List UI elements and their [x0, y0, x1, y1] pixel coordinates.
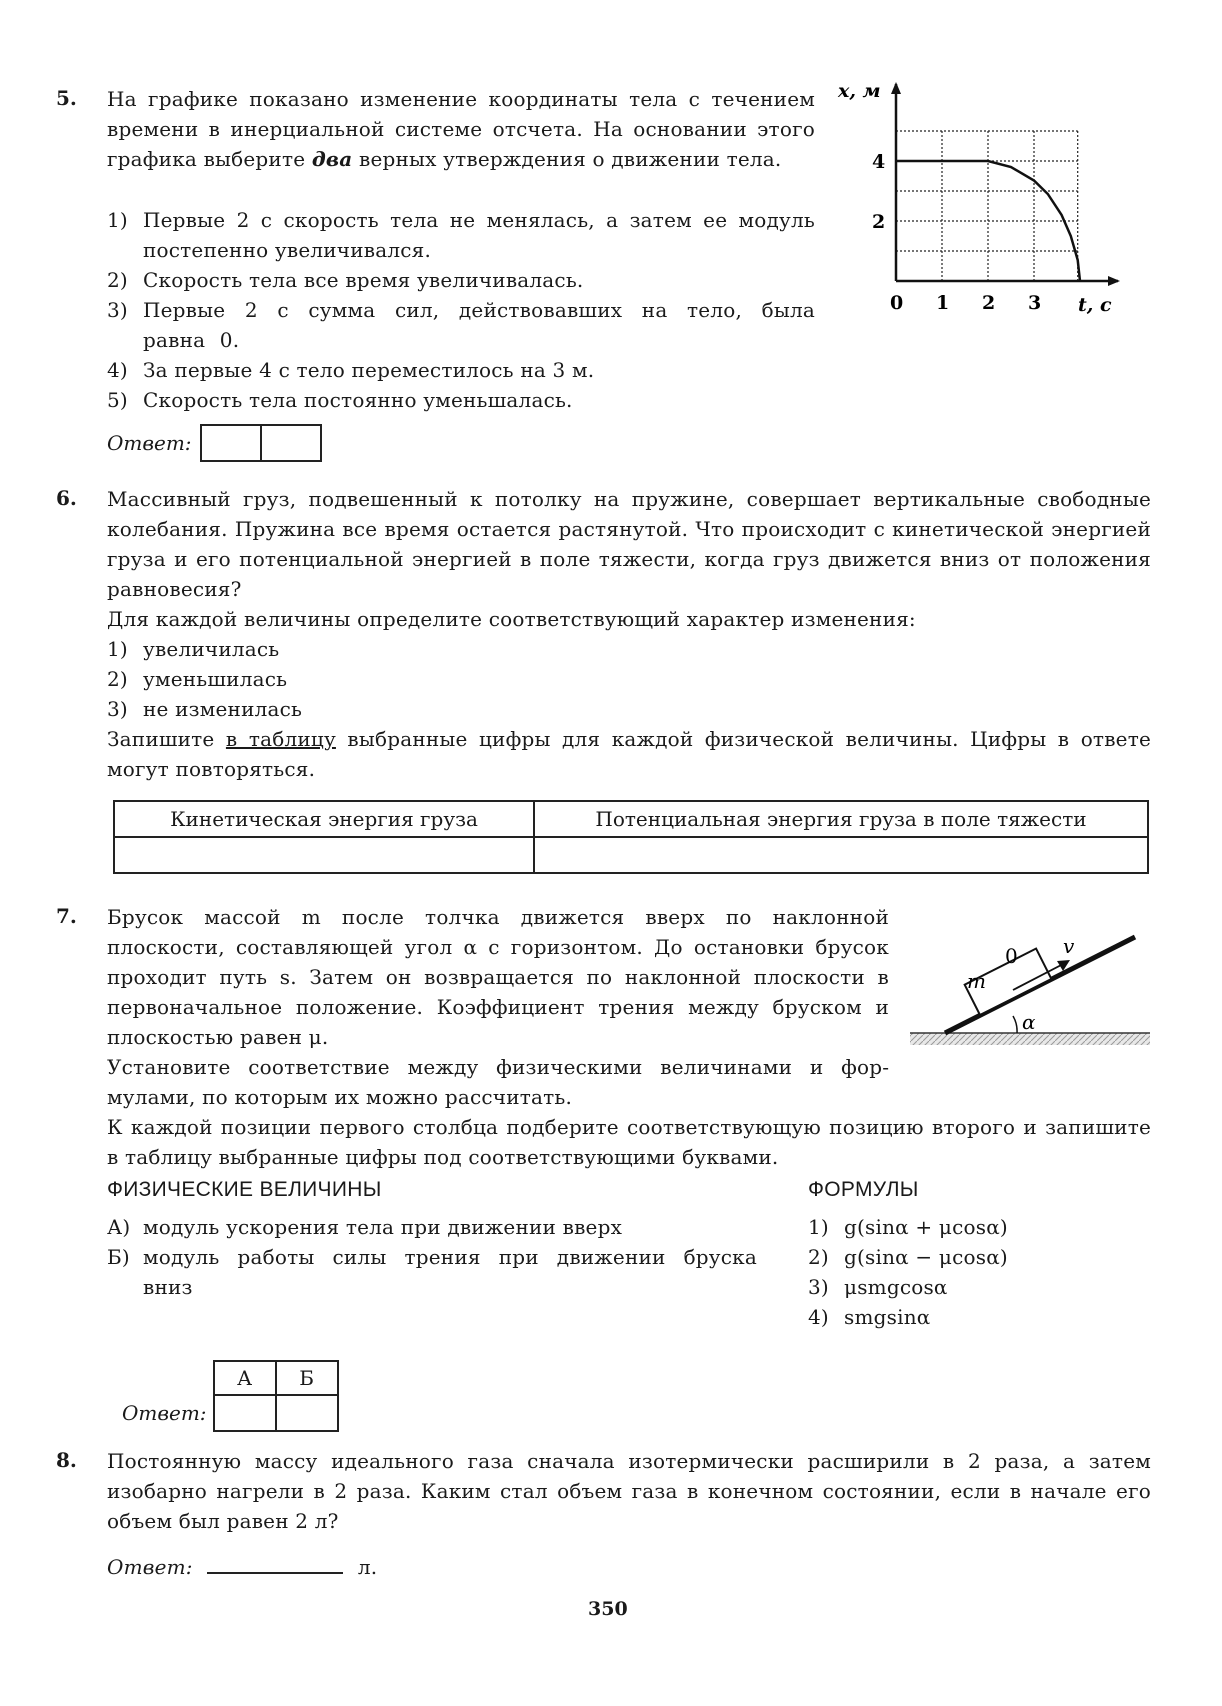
q7-answer-table — [213, 1360, 339, 1432]
formula-number: 3) — [808, 1275, 829, 1299]
q5-answer — [107, 424, 322, 462]
table-header-potential: Потенциальная энергия груза в поле тяжести — [534, 801, 1148, 837]
q8-answer-field[interactable] — [207, 1550, 343, 1574]
option-text: не изменилась — [143, 697, 303, 721]
option-number: 2) — [107, 268, 128, 292]
q7-formulas — [808, 1212, 1148, 1332]
incline-figure — [905, 915, 1155, 1050]
answer-cell-kinetic[interactable] — [114, 837, 534, 873]
q5-options — [107, 205, 815, 415]
x-tick-label: 0 — [890, 292, 904, 314]
formula-number: 2) — [808, 1245, 829, 1269]
answer-cell-potential[interactable] — [534, 837, 1148, 873]
option-number: 3) — [107, 298, 128, 322]
formula-item — [808, 1242, 1148, 1272]
q5-option — [107, 355, 815, 385]
q8-text: Постоянную массу идеального газа сначала изотермически расширили в 2 раза, а затем изобарно нагрели в 2 раза. Каким стал объем газа в конечном состоянии, если в начале его объем был равен 2 л? — [107, 1449, 1151, 1533]
write-post: выбранные цифры для каждой физической величины. Цифры в ответе могут повторяться. — [107, 727, 1151, 781]
quantities-heading: ФИЗИЧЕСКИЕ ВЕЛИЧИНЫ — [107, 1178, 382, 1201]
formula-number: 1) — [808, 1215, 829, 1239]
option-number: 4) — [107, 358, 128, 382]
chart-grid — [896, 131, 1078, 281]
option-number: 3) — [107, 697, 128, 721]
q6-option — [107, 694, 707, 724]
q5-text — [107, 84, 815, 174]
q5-option — [107, 205, 815, 265]
q5-answer-boxes[interactable] — [200, 424, 322, 462]
q5-option — [107, 265, 815, 295]
q5-text-post: верных утверждения о движении тела. — [352, 147, 782, 171]
option-number: 2) — [107, 667, 128, 691]
answer-column-a: А — [214, 1361, 276, 1395]
answer-cell-2[interactable] — [262, 426, 320, 460]
quantity-text: модуль работы силы трения при движении бруска вниз — [143, 1245, 757, 1299]
q6-options — [107, 634, 707, 724]
chart-ticks — [872, 151, 1041, 314]
q6-write-instruction — [107, 724, 1151, 784]
answer-cell-b[interactable] — [276, 1395, 338, 1431]
q5-option — [107, 295, 815, 355]
q5-number: 5. — [56, 86, 77, 110]
q6-instruction: Для каждой величины определите соответствующий характер изменения: — [107, 607, 916, 631]
q5-option — [107, 385, 815, 415]
q6-text: Массивный груз, подвешенный к потолку на пружине, совершает вертикальные свободные колебания. Пружина все время остается растянутой. Что происходит с кинетической энергией груза и его потенциальной энергией в поле тяжести, когда груз движется вниз от положения равновесия? — [107, 487, 1151, 601]
q7-text: Брусок массой m после толчка движется вверх по наклонной плоскости, составляющей угол α с горизонтом. До остановки брусок проходит путь s. Затем он возвращается по наклонной плоскости в первоначальное положение. Коэффициент трения между бруском и плоскостью равен μ. — [107, 905, 889, 1049]
q8-unit: л. — [357, 1555, 378, 1579]
write-underlined: в таблицу — [225, 727, 336, 751]
option-text: За первые 4 с тело переместилось на 3 м. — [143, 358, 595, 382]
mass-label: m — [967, 969, 986, 993]
answer-label: Ответ: — [122, 1401, 207, 1425]
q6-option — [107, 634, 707, 664]
y-axis-label: x, м — [838, 80, 881, 102]
answer-column-b: Б — [276, 1361, 338, 1395]
table-header-kinetic: Кинетическая энергия груза — [114, 801, 534, 837]
q6-option — [107, 664, 707, 694]
q6-answer-table — [113, 800, 1149, 874]
write-pre: Запишите — [107, 727, 226, 751]
y-tick-label: 4 — [872, 151, 886, 173]
formulas-heading: ФОРМУЛЫ — [808, 1178, 919, 1201]
formula-item — [808, 1212, 1148, 1242]
formula-text: g(sinα + μcosα) — [844, 1215, 1008, 1239]
answer-cell-a[interactable] — [214, 1395, 276, 1431]
page-number: 350 — [588, 1598, 628, 1620]
q7-number: 7. — [56, 904, 77, 928]
formula-text: smgsinα — [844, 1305, 931, 1329]
option-text: увеличилась — [143, 637, 280, 661]
quantity-item — [107, 1212, 757, 1242]
q8-number: 8. — [56, 1448, 77, 1472]
quantity-item — [107, 1242, 757, 1302]
q8-answer — [107, 1550, 377, 1582]
option-text: Скорость тела все время увеличивалась. — [143, 268, 584, 292]
x-tick-label: 3 — [1028, 292, 1042, 314]
x-t-chart — [820, 80, 1140, 320]
answer-label: Ответ: — [107, 1555, 193, 1579]
quantity-text: модуль ускорения тела при движении вверх — [143, 1215, 623, 1239]
q7-quantities — [107, 1212, 757, 1302]
option-number: 1) — [107, 208, 128, 232]
option-text: Скорость тела постоянно уменьшалась. — [143, 388, 573, 412]
zero-label: 0 — [1005, 944, 1018, 968]
option-text: уменьшилась — [143, 667, 288, 691]
formula-item — [808, 1272, 1148, 1302]
q7-instruction: К каждой позиции первого столбца подберите соответствующую позицию второго и запишите в таблицу выбранные цифры под соответствующими буквами. — [107, 1115, 1151, 1169]
answer-label: Ответ: — [107, 431, 192, 455]
y-tick-label: 2 — [872, 211, 886, 233]
angle-label: α — [1022, 1010, 1036, 1034]
formula-number: 4) — [808, 1305, 829, 1329]
q6-number: 6. — [56, 486, 77, 510]
q5-text-emphasis: два — [311, 147, 353, 171]
option-number: 5) — [107, 388, 128, 412]
formula-item — [808, 1302, 1148, 1332]
option-text: Первые 2 с скорость тела не менялась, а затем ее модуль постепенно увеличивался. — [143, 208, 815, 262]
option-number: 1) — [107, 637, 128, 661]
formula-text: g(sinα − μcosα) — [844, 1245, 1008, 1269]
x-tick-label: 1 — [936, 292, 950, 314]
formula-text: μsmgcosα — [844, 1275, 948, 1299]
q7-match-text: Установите соответствие между физическими величинами и формулами, по которым их можно рассчитать. — [107, 1055, 889, 1109]
q7-answer — [122, 1360, 339, 1432]
x-axis-label: t, с — [1078, 294, 1112, 316]
answer-cell-1[interactable] — [202, 426, 262, 460]
angle-arc-icon — [1013, 1016, 1017, 1033]
q5-text-pre: На графике показано изменение координаты тела с течением времени в инерциальной системе отсчета. На основании этого графика выберите — [107, 87, 815, 171]
velocity-label: v — [1063, 934, 1075, 958]
quantity-letter: Б) — [107, 1245, 130, 1269]
quantity-letter: А) — [107, 1215, 131, 1239]
x-tick-label: 2 — [982, 292, 996, 314]
option-text: Первые 2 с сумма сил, действовавших на тело, была равна 0. — [143, 298, 815, 352]
